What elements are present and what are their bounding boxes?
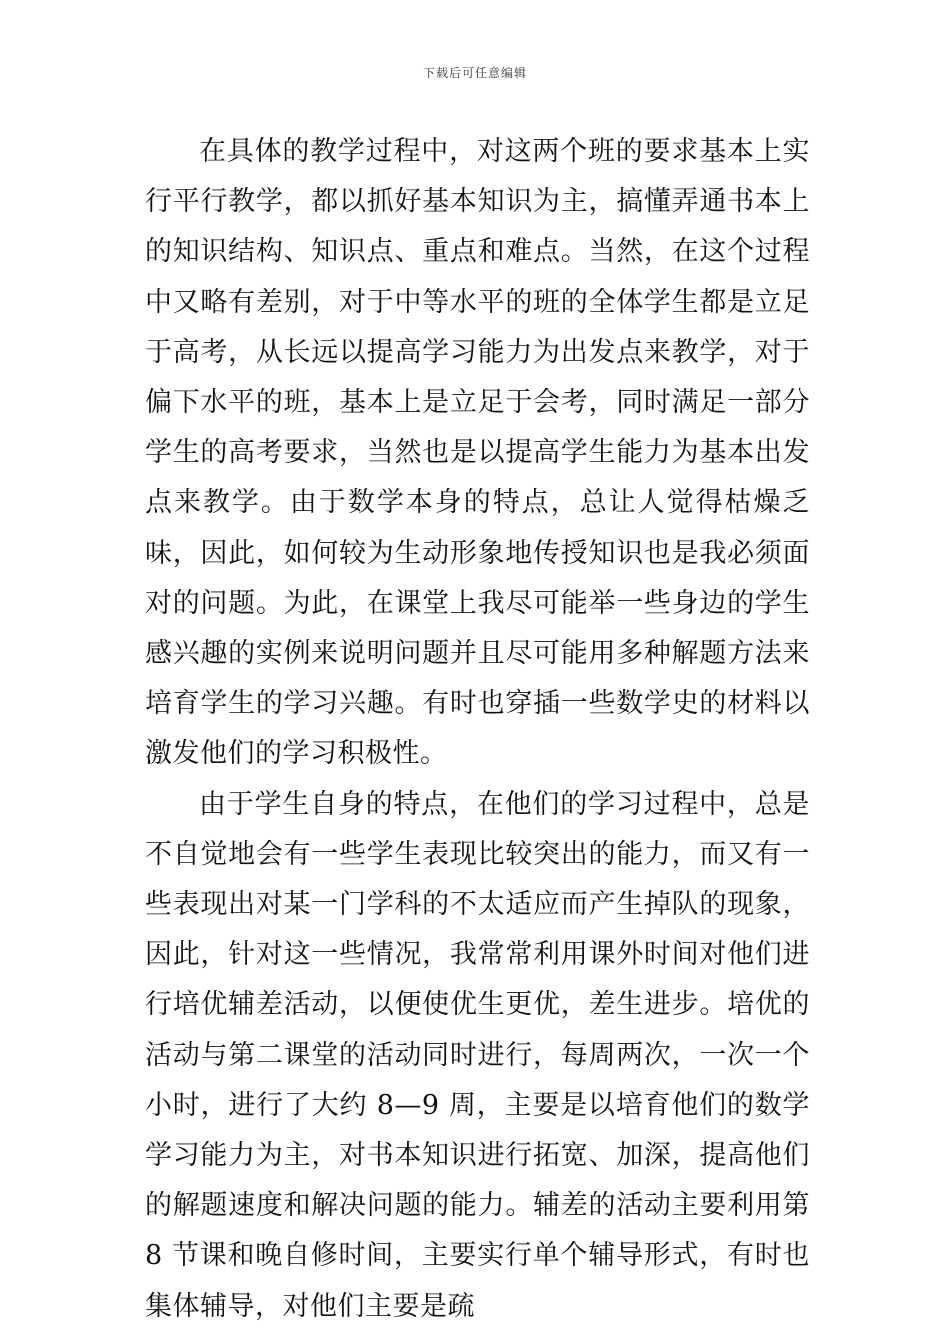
- page-header: 下载后可任意编辑: [422, 66, 527, 80]
- paragraph-1: 在具体的教学过程中，对这两个班的要求基本上实行平行教学，都以抓好基本知识为主，搞懂弄通书本上的知识结构、知识点、重点和难点。当然，在这个过程中又略有差别，对于中等水平的班的全体学生都是立足于高考，从长远以提高学习能力为出发点来教学，对于偏下水平的班，基本上是立足于会考，同时满足一部分学生的高考要求，当然也是以提高学生能力为基本出发点来教学。由于数学本身的特点，总让人觉得枯燥乏味，因此，如何较为生动形象地传授知识也是我必须面对的问题。为此，在课堂上我尽可能举一些身边的学生感兴趣的实例来说明问题并且尽可能用多种解题方法来培育学生的学习兴趣。有时也穿插一些数学史的材料以激发他们的学习积极性。: [145, 136, 810, 770]
- paragraph-2: 由于学生自身的特点，在他们的学习过程中，总是不自觉地会有一些学生表现比较突出的能力，而又有一些表现出对某一门学科的不太适应而产生掉队的现象，因此，针对这一些情况，我常常利用课外时间对他们进行培优辅差活动，以便使优生更优，差生进步。培优的活动与第二课堂的活动同时进行，每周两次，一次一个小时，进行了大约 8—9 周，主要是以培育他们的数学学习能力为主，对书本知识进行拓宽、加深，提高他们的解题速度和解决问题的能力。辅差的活动主要利用第 8 节课和晚自修时间，主要实行单个辅导形式，有时也集体辅导，对他们主要是疏: [145, 788, 810, 1322]
- document-body: [145, 127, 810, 1332]
